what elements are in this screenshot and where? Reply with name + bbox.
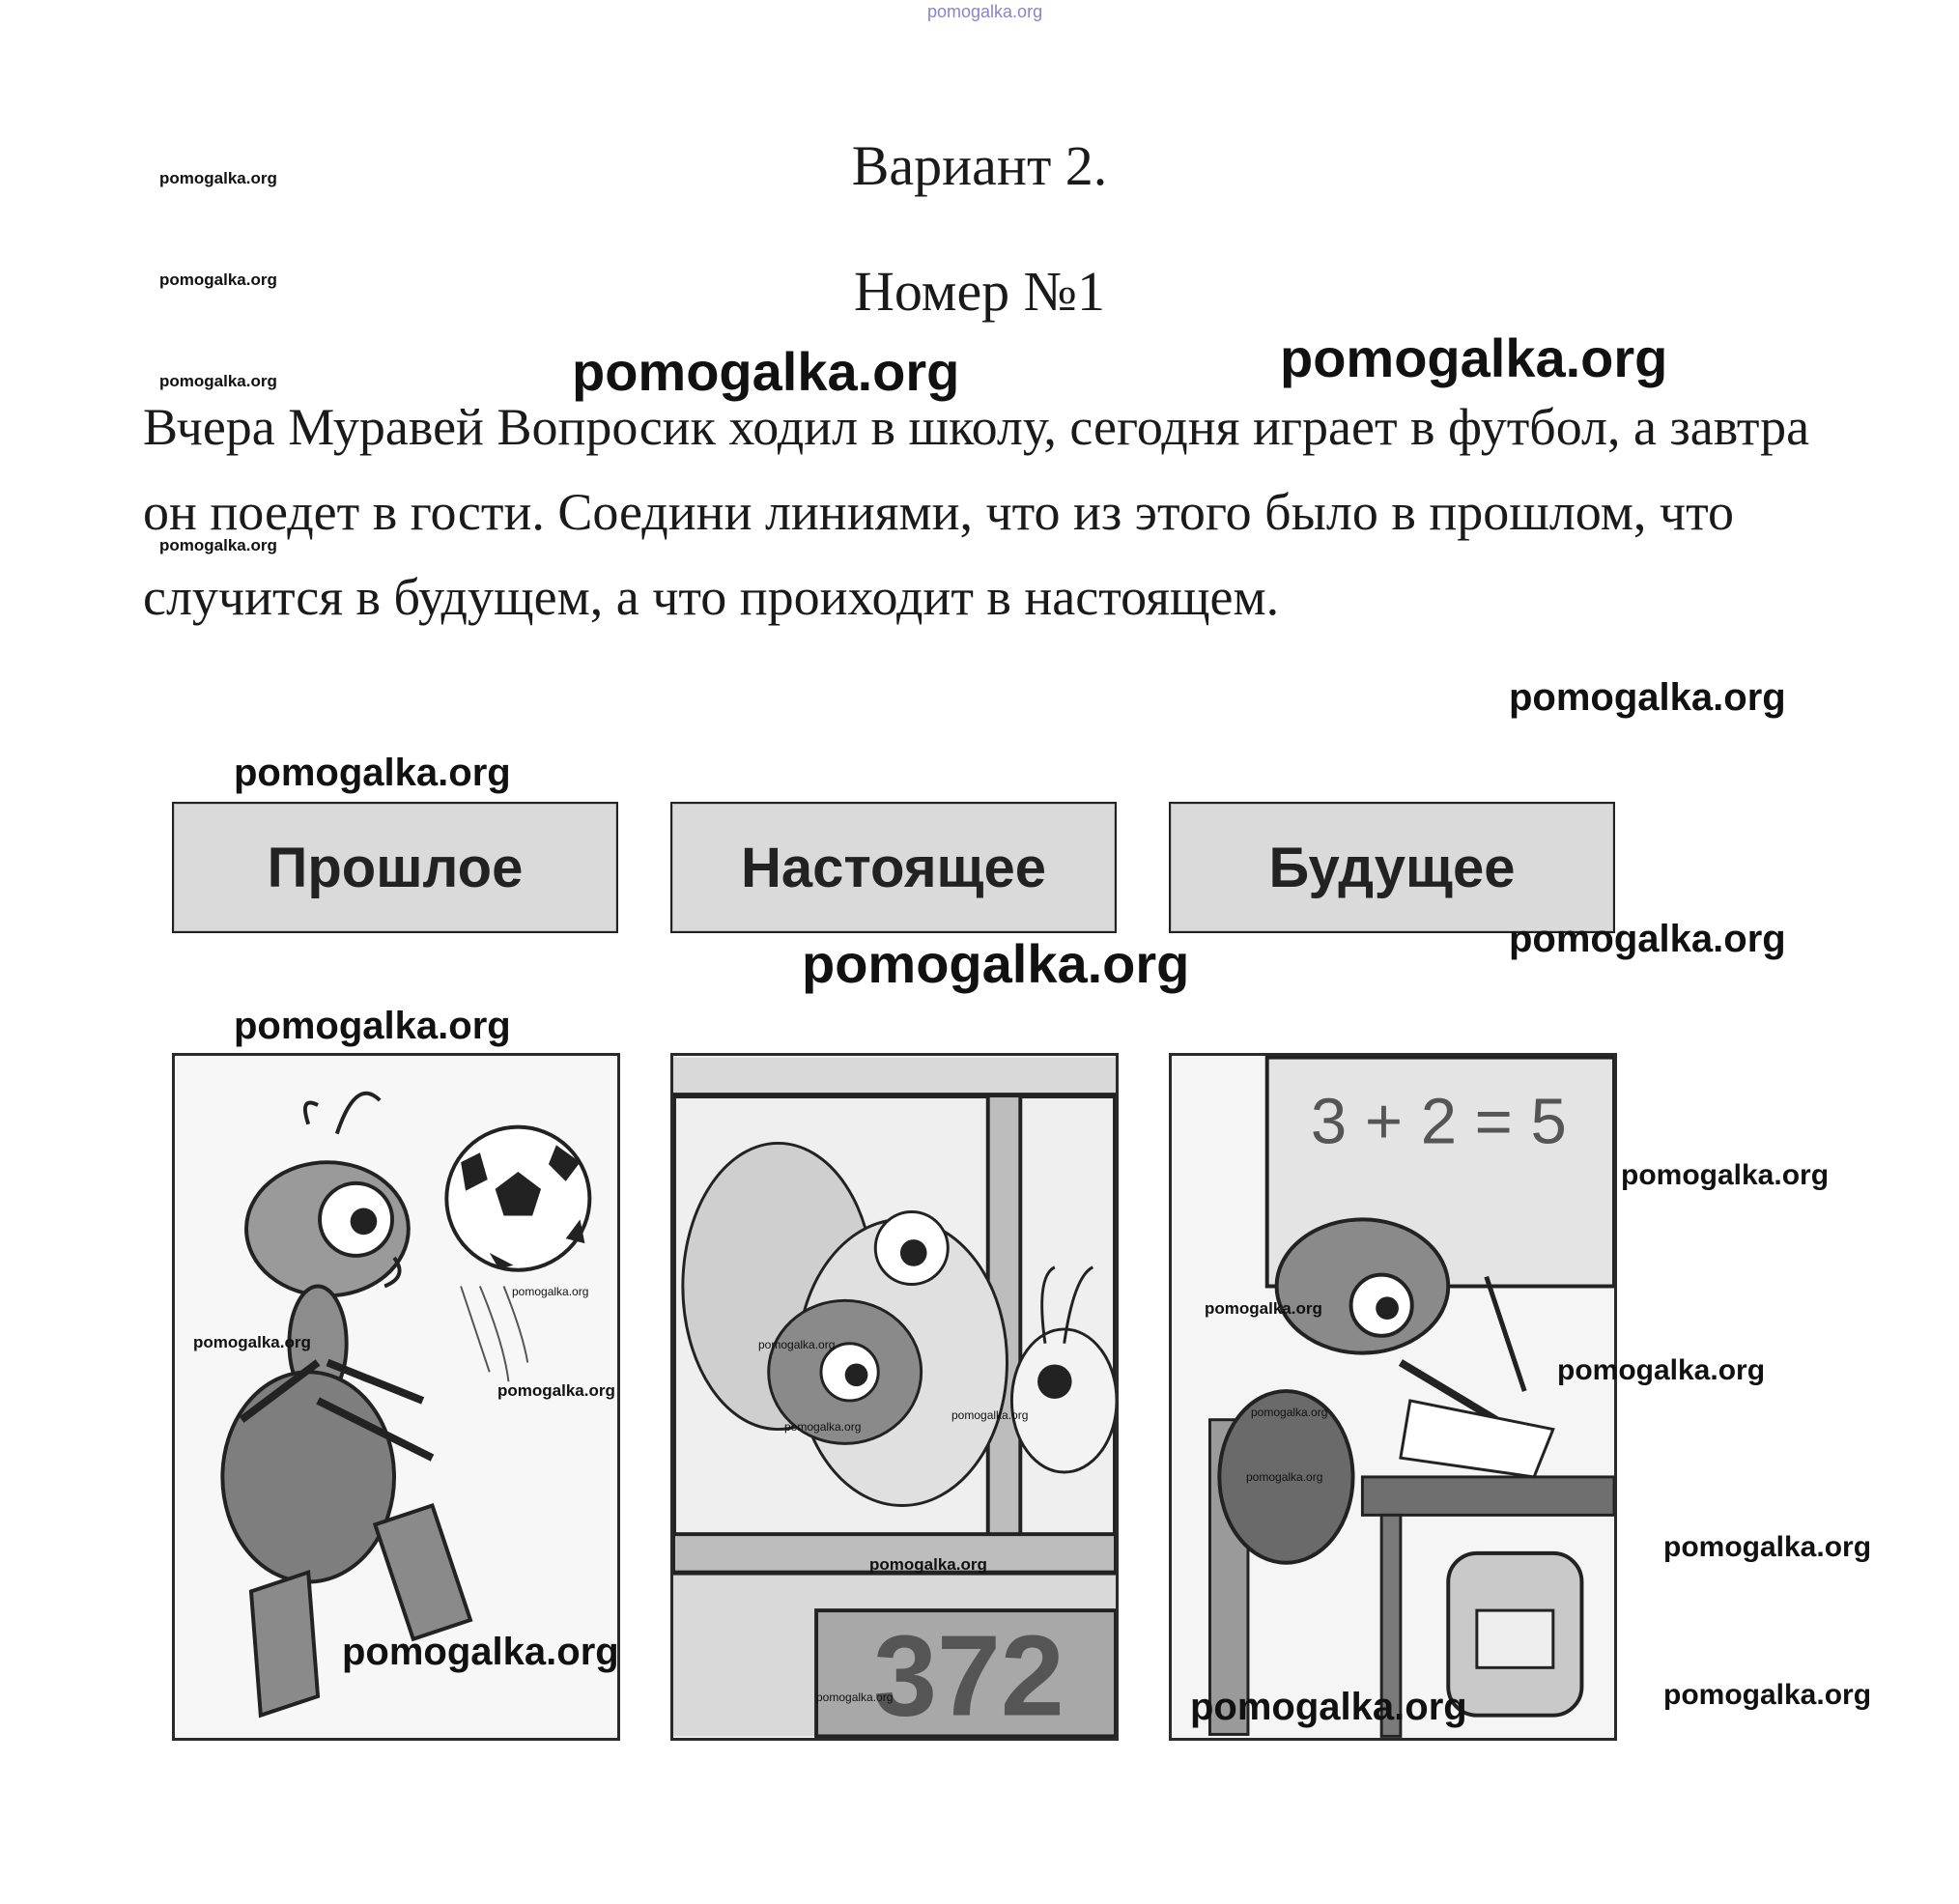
- watermark: pomogalka.org: [1663, 1679, 1872, 1711]
- task-number: Номер №1: [853, 260, 1106, 323]
- watermark: pomogalka.org: [1251, 1406, 1328, 1419]
- watermark: pomogalka.org: [572, 341, 960, 402]
- label-past[interactable]: Прошлое: [172, 802, 618, 933]
- label-present[interactable]: Настоящее: [670, 802, 1117, 933]
- watermark: pomogalka.org: [869, 1555, 987, 1574]
- watermark-top: pomogalka.org: [927, 2, 1043, 21]
- watermark: pomogalka.org: [1509, 918, 1786, 960]
- ant-school-illustration: [1172, 1056, 1614, 1738]
- watermark: pomogalka.org: [159, 270, 277, 289]
- picture-school[interactable]: [1169, 1053, 1617, 1741]
- watermark: pomogalka.org: [1280, 327, 1668, 388]
- task-text: Вчера Муравей Вопросик ходил в школу, сегодня играет в футбол, а завтра он поедет в гости. Соедини линиями, что из этого было в прошлом, что случится в будущем, а что проиходит в настоящем.: [143, 398, 1810, 626]
- ant-bus-illustration: [673, 1056, 1116, 1738]
- watermark: pomogalka.org: [159, 169, 277, 187]
- watermark: pomogalka.org: [1509, 676, 1786, 719]
- watermark: pomogalka.org: [1205, 1299, 1322, 1318]
- watermark: pomogalka.org: [234, 752, 511, 794]
- watermark: pomogalka.org: [497, 1381, 615, 1400]
- variant-title: Вариант 2.: [851, 134, 1108, 197]
- watermark: pomogalka.org: [193, 1333, 311, 1351]
- bus-number: 372: [873, 1612, 1065, 1738]
- watermark: pomogalka.org: [758, 1338, 836, 1351]
- watermark: pomogalka.org: [1190, 1686, 1467, 1728]
- chalkboard-equation: 3 + 2 = 5: [1310, 1085, 1567, 1158]
- watermark: pomogalka.org: [1663, 1531, 1872, 1563]
- watermark: pomogalka.org: [159, 536, 277, 554]
- watermark: pomogalka.org: [802, 933, 1190, 994]
- watermark: pomogalka.org: [784, 1420, 862, 1434]
- watermark: pomogalka.org: [1246, 1470, 1323, 1484]
- watermark: pomogalka.org: [1621, 1159, 1830, 1191]
- watermark: pomogalka.org: [1557, 1354, 1766, 1386]
- watermark: pomogalka.org: [342, 1631, 619, 1673]
- watermark: pomogalka.org: [159, 372, 277, 390]
- watermark: pomogalka.org: [512, 1285, 589, 1298]
- picture-bus[interactable]: [670, 1053, 1119, 1741]
- watermark: pomogalka.org: [951, 1408, 1029, 1422]
- watermark: pomogalka.org: [234, 1005, 511, 1047]
- label-future[interactable]: Будущее: [1169, 802, 1615, 933]
- watermark: pomogalka.org: [816, 1691, 894, 1704]
